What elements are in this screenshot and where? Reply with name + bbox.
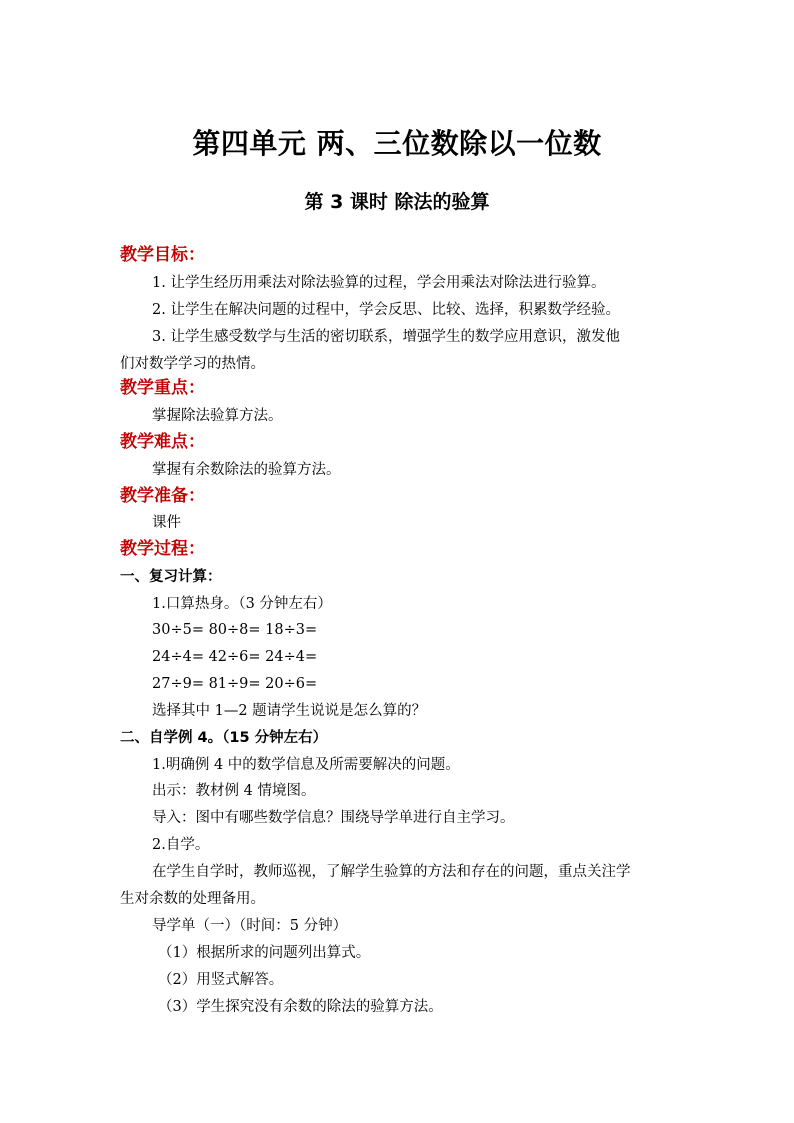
guide-sheet-title: 导学单（一）（时间：5 分钟） [152, 918, 348, 934]
mental-math-row-2: 24÷4= 42÷6= 24÷4= [152, 649, 318, 665]
objective-item-3: 3. 让学生感受数学与生活的密切联系，增强学生的数学应用意识，激发他 [152, 329, 620, 345]
self-study-intro: 导入：图中有哪些数学信息？围绕导学单进行自主学习。 [152, 810, 515, 826]
difficulties-heading: 教学难点： [120, 432, 205, 452]
self-study-paragraph-continued: 生对余数的处理备用。 [120, 891, 265, 907]
mental-math-row-3: 27÷9= 81÷9= 20÷6= [152, 676, 318, 692]
key-points-text: 掌握除法验算方法。 [152, 408, 283, 424]
section-review-heading: 一、复习计算： [120, 569, 222, 585]
self-study-step-2: 2.自学。 [152, 837, 210, 853]
guide-item-2: （2）用竖式解答。 [158, 972, 284, 988]
mental-math-row-1: 30÷5= 80÷8= 18÷3= [152, 622, 318, 638]
self-study-show: 出示：教材例 4 情境图。 [152, 783, 316, 799]
self-study-step-1: 1.明确例 4 中的数学信息及所需要解决的问题。 [152, 757, 460, 773]
guide-item-3: （3）学生探究没有余数的除法的验算方法。 [158, 999, 443, 1015]
section-self-study-heading: 二、自学例 4。（15 分钟左右） [120, 730, 328, 746]
review-note: 选择其中 1—2 题请学生说说是怎么算的？ [152, 703, 427, 719]
self-study-paragraph: 在学生自学时，教师巡视，了解学生验算的方法和存在的问题，重点关注学 [152, 864, 631, 880]
objective-item-1: 1. 让学生经历用乘法对除法验算的过程，学会用乘法对除法进行验算。 [152, 275, 606, 291]
difficulties-text: 掌握有余数除法的验算方法。 [152, 462, 341, 478]
objectives-heading: 教学目标： [120, 245, 205, 265]
review-step-1: 1.口算热身。（3 分钟左右） [152, 596, 332, 612]
preparation-text: 课件 [152, 515, 181, 531]
lesson-subtitle: 第 3 课时 除法的验算 [304, 191, 490, 213]
key-points-heading: 教学重点： [120, 378, 205, 398]
process-heading: 教学过程： [120, 539, 205, 559]
preparation-heading: 教学准备： [120, 486, 205, 506]
objective-item-3-continued: 们对数学学习的热情。 [120, 356, 265, 372]
guide-item-1: （1）根据所求的问题列出算式。 [158, 945, 371, 961]
page-title: 第四单元 两、三位数除以一位数 [192, 127, 602, 160]
objective-item-2: 2. 让学生在解决问题的过程中，学会反思、比较、选择，积累数学经验。 [152, 302, 620, 318]
